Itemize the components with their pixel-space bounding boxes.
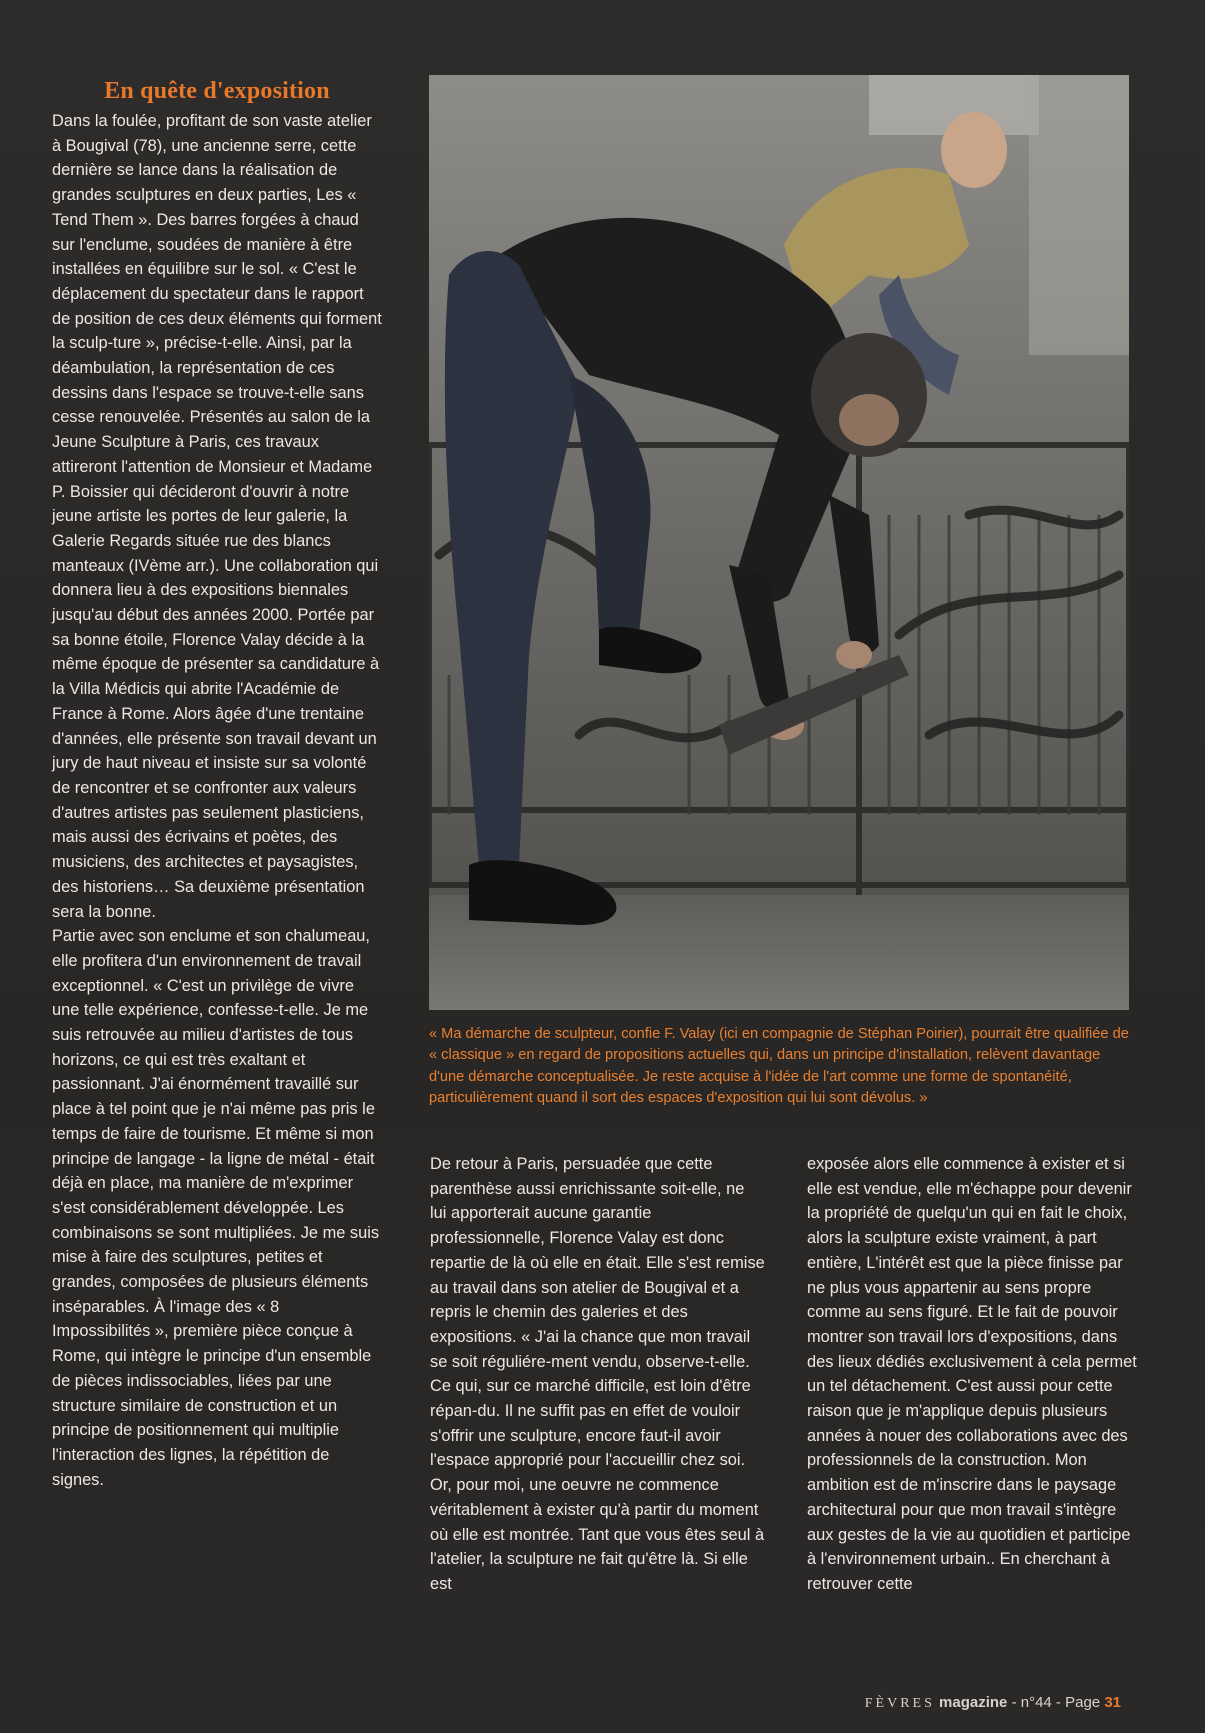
workshop-photo [429,75,1129,1010]
left-column-text: Dans la foulée, profitant de son vaste atelier à Bougival (78), une ancienne serre, cette dernière se lance dans la réalisation de grandes sculptures en deux parties, Les « Tend Them ». Des barres forgées à chaud sur l'enclume, soudées de manière à être installées en équilibre sur le sol. « C'est le déplacement du spectateur dans le rapport de position de ces deux éléments qui forment la sculp-ture », précise-t-elle. Ainsi, par la déambulation, la représentation de ces dessins dans l'espace se trouve-t-elle sans cesse renouvelée. Présentés au salon de la Jeune Sculpture à Paris, ces travaux attireront l'attention de Monsieur et Madame P. Boissier qui décideront d'ouvrir à notre jeune artiste les portes de leur galerie, la Galerie Regards située rue des blancs manteaux (IVème arr.). Une collaboration qui donnera lieu à des expositions biennales jusqu'au début des années 2000. Portée par sa bonne étoile, Florence Valay décide à la même époque de présenter sa candidature à la Villa Médicis qui abrite l'Académie de France à Rome. Alors âgée d'une trentaine d'années, elle présente son travail devant un jury de haut niveau et insiste sur sa volonté de rencontrer et se confronter aux valeurs d'autres artistes pas seulement plasticiens, mais aussi des écrivains et poètes, des musiciens, des architectes et paysagistes, des historiens… Sa deuxième présentation sera la bonne. Partie avec son enclume et son chalumeau, elle profitera d'un environnement de travail exceptionnel. « C'est un privilège de vivre une telle expérience, confesse-t-elle. Je me suis retrouvée au milieu d'artistes de tous horizons, ce qui est très exaltant et passionnant. J'ai énormément travaillé sur place à tel point que je n'ai même pas pris le temps de faire de tourisme. Et même si mon principe de langage - la ligne de métal - était déjà en place, ma manière de m'exprimer s'est considérablement développée. Les combinaisons se sont multipliées. Je me suis mise à faire des sculptures, petites et grandes, composées de plusieurs éléments inséparables. À l'image des « 8 Impossibilités », première pièce conçue à Rome, qui intègre le principe d'un ensemble de pièces indissociables, liées par une structure similaire de construction et un principe de positionnement qui multiplie l'interaction des lignes, la répétition de signes. [52,112,382,1489]
footer-brand: FÈVRES [864,1696,935,1711]
photo-illustration [429,75,1129,1010]
footer-magazine: magazine [939,1694,1008,1711]
middle-column-text: De retour à Paris, persuadée que cette parenthèse aussi enrichissante soit-elle, ne lui apporterait aucune garantie professionnelle, Florence Valay est donc repartie de là où elle en était. Elle s'est remise au travail dans son atelier de Bougival et a repris le chemin des galeries et des expositions. « J'ai la chance que mon travail se soit réguliére-ment vendu, observe-t-elle. Ce qui, sur ce marché difficile, est loin d'être répan-du. Il ne suffit pas en effet de vouloir s'offrir une sculpture, encore faut-il avoir l'espace approprié pour l'accueillir chez soi. Or, pour moi, une oeuvre ne commence véritablement à exister qu'à partir du moment où elle est montrée. Tant que vous êtes seul à l'atelier, la sculpture ne fait qu'être là. Si elle est [430,1155,765,1593]
photo-caption: « Ma démarche de sculpteur, confie F. Valay (ici en compagnie de Stéphan Poirier), pourrait être qualifiée de « classique » en regard de propositions actuelles qui, dans un principe d'installation, relèvent davantage d'une démarche conceptualisée. Je reste acquise à l'idée de l'art comme une forme de spontanéité, particulièrement quand il sort des espaces d'exposition qui lui sont dévolus. » [429,1026,1129,1107]
left-column [52,78,382,1492]
page-footer [865,1694,1121,1712]
right-column [807,1152,1137,1597]
middle-column [430,1152,765,1597]
footer-issue: - n°44 - Page [1011,1694,1101,1711]
right-column-text: exposée alors elle commence à exister et si elle est vendue, elle m'échappe pour devenir la propriété de quelqu'un qui en fait le choix, alors la sculpture existe vraiment, à part entière, L'intérêt est que la pièce finisse par ne plus vous appartenir au sens propre comme au sens figuré. Et le fait de pouvoir montrer son travail lors d'expositions, dans des lieux dédiés exclusivement à cela permet un tel détachement. C'est aussi pour cette raison que je m'applique depuis plusieurs années à nouer des collaborations avec des professionnels de la construction. Mon ambition est de m'inscrire dans le paysage architectural pour que mon travail s'intègre aux gestes de la vie au quotidien et participe à l'environnement urbain.. En cherchant à retrouver cette [807,1155,1137,1593]
section-heading: En quête d'exposition [104,78,330,104]
page-number: 31 [1104,1694,1121,1711]
